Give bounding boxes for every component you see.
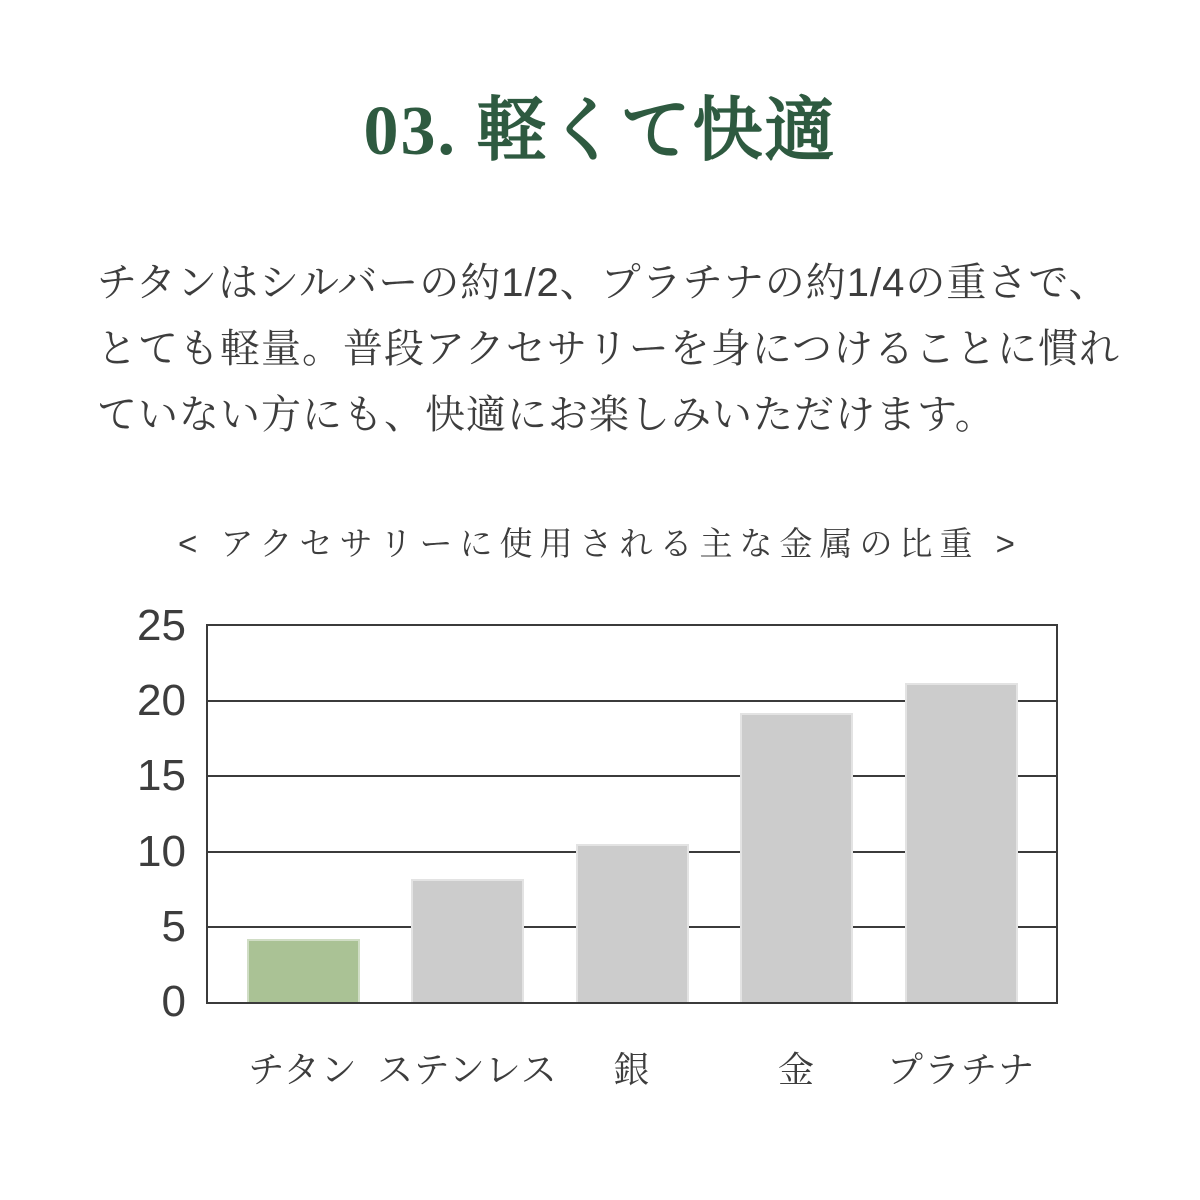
- bar-チタン: [247, 939, 360, 1002]
- y-tick-label-25: 25: [137, 601, 186, 650]
- plot-area: [206, 624, 1058, 1004]
- body-text-line-2: とても軽量。普段アクセサリーを身につけることに慣れ: [97, 327, 1120, 371]
- x-tick-label-銀: 銀: [613, 1049, 651, 1090]
- x-tick-label-ステンレス: ステンレス: [377, 1049, 558, 1090]
- page-title: 03. 軽くて快適: [363, 93, 837, 170]
- x-tick-label-プラチナ: プラチナ: [886, 1049, 1035, 1090]
- y-tick-label-10: 10: [137, 826, 186, 876]
- body-text-line-3: ていない方にも、快適にお楽しみいただけます。: [97, 393, 996, 437]
- gridline-15: [208, 775, 1056, 777]
- bar-ステンレス: [411, 879, 524, 1002]
- y-tick-label-15: 15: [137, 751, 186, 801]
- y-tick-label-5: 5: [161, 901, 186, 951]
- x-tick-label-金: 金: [777, 1049, 815, 1090]
- gridline-20: [208, 700, 1056, 702]
- bar-プラチナ: [905, 683, 1018, 1002]
- gridline-5: [208, 926, 1056, 928]
- y-tick-label-0: 0: [161, 977, 186, 1026]
- bar-銀: [576, 844, 689, 1002]
- body-text: [97, 250, 1137, 448]
- x-axis-labels: [206, 1046, 1058, 1102]
- x-tick-label-チタン: チタン: [248, 1049, 358, 1090]
- chart-caption: < アクセサリーに使用される主な金属の比重 >: [178, 525, 1022, 562]
- y-axis-labels: [56, 601, 186, 1026]
- body-text-line-1: チタンはシルバーの約1/2、プラチナの約1/4の重さで、: [97, 261, 1110, 305]
- bar-金: [740, 713, 853, 1002]
- gridline-10: [208, 851, 1056, 853]
- y-tick-label-20: 20: [137, 676, 186, 726]
